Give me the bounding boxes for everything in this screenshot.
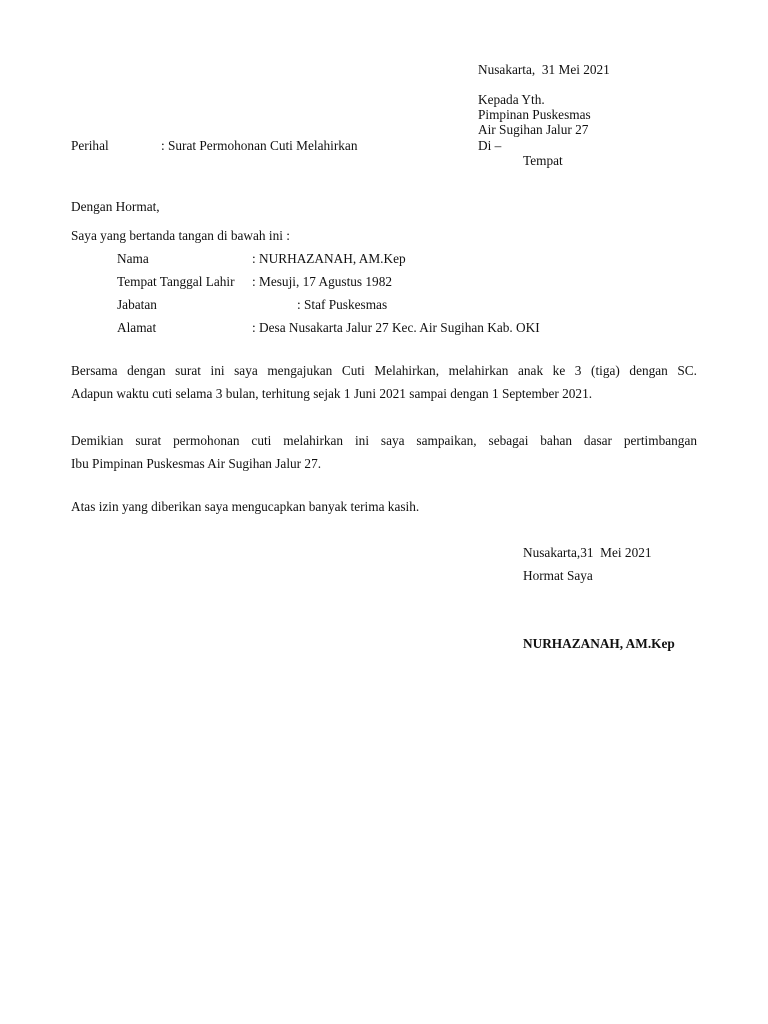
intro-line: Saya yang bertanda tangan di bawah ini : (71, 228, 290, 243)
paragraph-closing (71, 429, 697, 475)
recipient-line-4: Di – (478, 138, 502, 153)
signature-name: NURHAZANAH, AM.Kep (523, 636, 675, 651)
greeting: Dengan Hormat, (71, 199, 160, 214)
identity-label-name: Nama (117, 251, 149, 266)
recipient-line-5: Tempat (523, 153, 563, 168)
identity-value-address: : Desa Nusakarta Jalur 27 Kec. Air Sugihan Kab. OKI (252, 320, 540, 335)
paragraph-closing-line-2: Ibu Pimpinan Puskesmas Air Sugihan Jalur 27. (71, 456, 322, 471)
identity-label-address: Alamat (117, 320, 157, 335)
signature-date: Nusakarta,31 Mei 2021 (523, 545, 652, 560)
recipient-line-1: Kepada Yth. (478, 92, 545, 107)
identity-value-position: : Staf Puskesmas (297, 297, 388, 312)
identity-label-birth: Tempat Tanggal Lahir (117, 274, 235, 289)
recipient-line-3: Air Sugihan Jalur 27 (478, 122, 589, 137)
paragraph-closing-line-1: Demikian surat permohonan cuti melahirkan ini saya sampaikan, sebagai bahan dasar pertimbangan (71, 433, 697, 448)
identity-value-birth: : Mesuji, 17 Agustus 1982 (252, 274, 393, 289)
recipient-line-2: Pimpinan Puskesmas (478, 107, 591, 122)
signature-regards: Hormat Saya (523, 568, 593, 583)
subject-label: Perihal (71, 138, 109, 153)
identity-value-name: : NURHAZANAH, AM.Kep (252, 251, 406, 266)
letter-date: Nusakarta, 31 Mei 2021 (478, 62, 610, 77)
paragraph-request-line-2: Adapun waktu cuti selama 3 bulan, terhitung sejak 1 Juni 2021 sampai dengan 1 September 2021. (71, 386, 593, 401)
thanks-line: Atas izin yang diberikan saya mengucapkan banyak terima kasih. (71, 499, 420, 514)
paragraph-request-line-1: Bersama dengan surat ini saya mengajukan Cuti Melahirkan, melahirkan anak ke 3 (tiga) dengan SC. (71, 363, 697, 378)
identity-label-position: Jabatan (117, 297, 157, 312)
subject-value: : Surat Permohonan Cuti Melahirkan (161, 138, 358, 153)
paragraph-request (71, 359, 697, 405)
